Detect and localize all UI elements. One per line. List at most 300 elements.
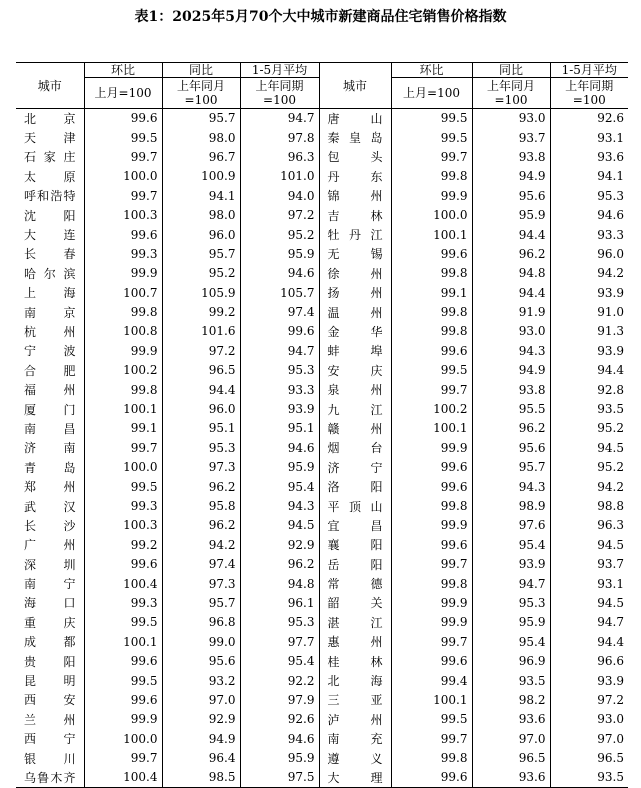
cell-avg-left: 94.3	[240, 496, 319, 515]
cell-yoy-right: 97.6	[472, 516, 550, 535]
table-row	[16, 283, 628, 302]
cell-mom-left: 99.8	[84, 380, 162, 399]
cell-mom-left: 99.3	[84, 244, 162, 263]
cell-avg-right: 93.6	[550, 147, 628, 166]
cell-mom-right: 99.9	[391, 516, 472, 535]
cell-avg-left: 94.6	[240, 264, 319, 283]
cell-yoy-left: 105.9	[162, 283, 240, 302]
cell-city-left: 银 川	[24, 751, 76, 766]
cell-avg-right: 94.5	[550, 438, 628, 457]
cell-yoy-right: 94.7	[472, 574, 550, 593]
cell-avg-right: 92.6	[550, 109, 628, 128]
table-row	[16, 768, 628, 787]
header-yoy-base-left: 上年同月=100	[162, 78, 240, 109]
cell-mom-right: 99.9	[391, 593, 472, 612]
cell-avg-right: 93.9	[550, 283, 628, 302]
cell-mom-right: 99.5	[391, 710, 472, 729]
cell-yoy-right: 93.7	[472, 128, 550, 147]
cell-city-left: 深 圳	[24, 557, 76, 572]
cell-city-left: 兰 州	[24, 712, 76, 727]
cell-yoy-right: 97.0	[472, 729, 550, 748]
cell-avg-right: 94.2	[550, 477, 628, 496]
cell-yoy-right: 95.4	[472, 632, 550, 651]
cell-avg-left: 95.9	[240, 748, 319, 767]
cell-mom-left: 99.2	[84, 535, 162, 554]
cell-mom-right: 99.9	[391, 613, 472, 632]
cell-city-right: 襄 阳	[319, 535, 391, 554]
cell-avg-right: 96.5	[550, 748, 628, 767]
cell-yoy-left: 98.0	[162, 205, 240, 224]
table-row	[16, 613, 628, 632]
cell-city-right: 泸 州	[319, 710, 391, 729]
cell-mom-left: 100.1	[84, 399, 162, 418]
table-row	[16, 710, 628, 729]
cell-city-right: 宜 昌	[319, 516, 391, 535]
cell-avg-left: 97.4	[240, 302, 319, 321]
table-row	[16, 632, 628, 651]
cell-city-left: 上 海	[24, 286, 76, 301]
cell-yoy-left: 94.1	[162, 186, 240, 205]
cell-avg-right: 96.3	[550, 516, 628, 535]
cell-city-left: 长 春	[24, 247, 76, 262]
cell-mom-left: 99.3	[84, 593, 162, 612]
cell-avg-right: 91.3	[550, 322, 628, 341]
price-index-table	[16, 62, 628, 788]
cell-city-left: 呼和浩特	[24, 189, 76, 204]
cell-mom-left: 100.0	[84, 458, 162, 477]
table-row	[16, 109, 628, 128]
cell-avg-left: 99.6	[240, 322, 319, 341]
cell-mom-right: 99.8	[391, 167, 472, 186]
header-city-right: 城市	[319, 63, 391, 109]
cell-mom-right: 100.1	[391, 225, 472, 244]
cell-city-right: 烟 台	[319, 438, 391, 457]
cell-yoy-left: 95.7	[162, 244, 240, 263]
cell-city-right: 大 理	[319, 768, 391, 787]
cell-city-left: 成 都	[24, 635, 76, 650]
header-city-left: 城市	[16, 63, 84, 109]
cell-yoy-right: 94.4	[472, 225, 550, 244]
cell-yoy-right: 96.5	[472, 748, 550, 767]
cell-avg-left: 97.9	[240, 690, 319, 709]
cell-avg-right: 94.1	[550, 167, 628, 186]
table-row	[16, 167, 628, 186]
table-row	[16, 302, 628, 321]
cell-mom-left: 100.8	[84, 322, 162, 341]
cell-city-right: 常 德	[319, 574, 391, 593]
cell-yoy-left: 98.5	[162, 768, 240, 787]
cell-mom-left: 99.1	[84, 419, 162, 438]
cell-city-right: 泉 州	[319, 380, 391, 399]
cell-city-left: 西 安	[24, 693, 76, 708]
cell-mom-left: 99.8	[84, 302, 162, 321]
cell-avg-left: 97.7	[240, 632, 319, 651]
table-row	[16, 147, 628, 166]
cell-avg-right: 95.2	[550, 419, 628, 438]
table-row	[16, 535, 628, 554]
cell-avg-left: 96.3	[240, 147, 319, 166]
cell-city-left: 昆 明	[24, 674, 76, 689]
cell-mom-right: 99.6	[391, 651, 472, 670]
cell-avg-left: 95.4	[240, 477, 319, 496]
cell-yoy-left: 97.2	[162, 341, 240, 360]
cell-avg-right: 94.6	[550, 205, 628, 224]
cell-mom-right: 99.7	[391, 147, 472, 166]
table-row	[16, 554, 628, 573]
header-yoy-left: 同比	[162, 63, 240, 78]
cell-avg-right: 94.5	[550, 593, 628, 612]
cell-city-left: 重 庆	[24, 615, 76, 630]
cell-avg-right: 98.8	[550, 496, 628, 515]
cell-avg-right: 96.6	[550, 651, 628, 670]
cell-city-left: 石家庄	[24, 150, 76, 165]
cell-city-right: 秦皇岛	[319, 128, 391, 147]
cell-yoy-right: 94.4	[472, 283, 550, 302]
cell-avg-left: 94.5	[240, 516, 319, 535]
cell-avg-left: 93.3	[240, 380, 319, 399]
cell-yoy-right: 96.2	[472, 419, 550, 438]
cell-avg-right: 94.4	[550, 361, 628, 380]
header-yoy-right: 同比	[472, 63, 550, 78]
cell-avg-left: 95.9	[240, 458, 319, 477]
table-row	[16, 341, 628, 360]
cell-city-right: 北 海	[319, 671, 391, 690]
cell-city-left: 乌鲁木齐	[16, 768, 84, 787]
cell-avg-right: 92.8	[550, 380, 628, 399]
cell-mom-right: 99.7	[391, 380, 472, 399]
cell-avg-right: 95.2	[550, 458, 628, 477]
cell-city-right: 蚌 埠	[319, 341, 391, 360]
table-row	[16, 729, 628, 748]
cell-mom-left: 100.0	[84, 729, 162, 748]
cell-yoy-right: 94.3	[472, 477, 550, 496]
cell-mom-left: 99.5	[84, 477, 162, 496]
cell-city-right: 牡丹江	[319, 225, 391, 244]
table-row	[16, 244, 628, 263]
cell-avg-left: 94.7	[240, 109, 319, 128]
cell-avg-left: 97.2	[240, 205, 319, 224]
cell-mom-right: 99.8	[391, 748, 472, 767]
table-row	[16, 399, 628, 418]
cell-avg-left: 94.8	[240, 574, 319, 593]
cell-avg-right: 93.0	[550, 710, 628, 729]
cell-mom-left: 100.7	[84, 283, 162, 302]
cell-city-right: 韶 关	[319, 593, 391, 612]
cell-yoy-right: 95.9	[472, 205, 550, 224]
cell-mom-right: 99.8	[391, 322, 472, 341]
cell-yoy-right: 98.9	[472, 496, 550, 515]
header-mom-left: 环比	[84, 63, 162, 78]
header-avg-base-right: 上年同期=100	[550, 78, 628, 109]
header-mom-base-right: 上月=100	[391, 78, 472, 109]
cell-mom-right: 99.7	[391, 729, 472, 748]
table-row	[16, 671, 628, 690]
table-row	[16, 593, 628, 612]
cell-city-left: 厦 门	[24, 402, 76, 417]
cell-mom-right: 100.2	[391, 399, 472, 418]
cell-yoy-right: 96.2	[472, 244, 550, 263]
cell-avg-right: 94.2	[550, 264, 628, 283]
table-row	[16, 516, 628, 535]
cell-yoy-left: 95.6	[162, 651, 240, 670]
cell-mom-left: 99.9	[84, 341, 162, 360]
cell-avg-right: 94.7	[550, 613, 628, 632]
cell-mom-left: 100.2	[84, 361, 162, 380]
cell-avg-right: 97.2	[550, 690, 628, 709]
cell-city-left: 海 口	[24, 596, 76, 611]
cell-avg-right: 93.1	[550, 574, 628, 593]
cell-yoy-left: 98.0	[162, 128, 240, 147]
cell-city-right: 湛 江	[319, 613, 391, 632]
cell-avg-left: 97.8	[240, 128, 319, 147]
cell-yoy-right: 93.8	[472, 147, 550, 166]
cell-avg-left: 93.9	[240, 399, 319, 418]
cell-yoy-right: 93.0	[472, 109, 550, 128]
cell-avg-left: 94.6	[240, 438, 319, 457]
cell-city-right: 丹 东	[319, 167, 391, 186]
cell-mom-right: 99.7	[391, 554, 472, 573]
cell-mom-right: 99.5	[391, 109, 472, 128]
cell-avg-right: 93.9	[550, 671, 628, 690]
cell-mom-right: 99.6	[391, 477, 472, 496]
table-row	[16, 205, 628, 224]
cell-mom-left: 99.6	[84, 651, 162, 670]
header-yoy-base-right: 上年同月=100	[472, 78, 550, 109]
cell-yoy-right: 93.6	[472, 710, 550, 729]
cell-city-right: 平顶山	[319, 496, 391, 515]
cell-mom-right: 99.4	[391, 671, 472, 690]
cell-avg-right: 93.1	[550, 128, 628, 147]
cell-yoy-right: 95.5	[472, 399, 550, 418]
cell-yoy-left: 96.7	[162, 147, 240, 166]
cell-yoy-right: 96.9	[472, 651, 550, 670]
cell-mom-left: 99.7	[84, 147, 162, 166]
cell-yoy-right: 94.3	[472, 341, 550, 360]
cell-avg-left: 95.4	[240, 651, 319, 670]
cell-avg-left: 94.6	[240, 729, 319, 748]
cell-city-right: 吉 林	[319, 205, 391, 224]
cell-city-right: 温 州	[319, 302, 391, 321]
cell-avg-left: 105.7	[240, 283, 319, 302]
cell-yoy-left: 96.2	[162, 516, 240, 535]
cell-yoy-left: 97.4	[162, 554, 240, 573]
cell-avg-right: 93.5	[550, 399, 628, 418]
header-avg-right: 1-5月平均	[550, 63, 628, 78]
cell-city-right: 安 庆	[319, 361, 391, 380]
cell-mom-right: 100.0	[391, 205, 472, 224]
cell-mom-right: 100.1	[391, 419, 472, 438]
cell-yoy-left: 94.9	[162, 729, 240, 748]
cell-yoy-left: 96.2	[162, 477, 240, 496]
cell-city-right: 三 亚	[319, 690, 391, 709]
cell-city-right: 唐 山	[319, 109, 391, 128]
header-avg-left: 1-5月平均	[240, 63, 319, 78]
cell-city-left: 大 连	[24, 228, 76, 243]
cell-mom-left: 99.9	[84, 264, 162, 283]
cell-city-right: 桂 林	[319, 651, 391, 670]
cell-mom-right: 99.5	[391, 128, 472, 147]
cell-city-right: 包 头	[319, 147, 391, 166]
cell-avg-left: 92.6	[240, 710, 319, 729]
cell-yoy-left: 97.3	[162, 458, 240, 477]
cell-mom-right: 99.8	[391, 496, 472, 515]
cell-avg-left: 92.9	[240, 535, 319, 554]
cell-avg-right: 94.5	[550, 535, 628, 554]
cell-yoy-left: 95.3	[162, 438, 240, 457]
cell-city-left: 贵 阳	[24, 654, 76, 669]
cell-city-right: 锦 州	[319, 186, 391, 205]
cell-avg-right: 93.7	[550, 554, 628, 573]
cell-city-left: 宁 波	[24, 344, 76, 359]
cell-mom-left: 99.6	[84, 109, 162, 128]
table-row	[16, 225, 628, 244]
cell-city-left: 天 津	[24, 131, 76, 146]
cell-mom-left: 99.5	[84, 671, 162, 690]
cell-mom-left: 99.6	[84, 690, 162, 709]
cell-mom-right: 99.6	[391, 535, 472, 554]
cell-city-left: 沈 阳	[24, 208, 76, 223]
cell-city-left: 南 宁	[24, 577, 76, 592]
cell-mom-left: 99.5	[84, 128, 162, 147]
header-mom-base-left: 上月=100	[84, 78, 162, 109]
cell-city-left: 济 南	[24, 441, 76, 456]
cell-city-right: 九 江	[319, 399, 391, 418]
cell-city-left: 南 昌	[24, 421, 76, 436]
cell-yoy-right: 95.6	[472, 438, 550, 457]
cell-yoy-right: 95.6	[472, 186, 550, 205]
table-row	[16, 264, 628, 283]
cell-avg-right: 97.0	[550, 729, 628, 748]
cell-mom-left: 100.4	[84, 768, 162, 787]
header-avg-base-left: 上年同期=100	[240, 78, 319, 109]
cell-avg-right: 93.3	[550, 225, 628, 244]
table-row	[16, 361, 628, 380]
cell-avg-right: 93.9	[550, 341, 628, 360]
cell-avg-left: 96.1	[240, 593, 319, 612]
cell-yoy-left: 96.0	[162, 399, 240, 418]
cell-avg-right: 91.0	[550, 302, 628, 321]
cell-yoy-left: 95.8	[162, 496, 240, 515]
cell-yoy-right: 94.9	[472, 361, 550, 380]
cell-mom-left: 100.1	[84, 632, 162, 651]
cell-yoy-right: 93.6	[472, 768, 550, 787]
table-row	[16, 458, 628, 477]
cell-mom-right: 99.6	[391, 458, 472, 477]
cell-city-left: 太 原	[24, 169, 76, 184]
cell-mom-left: 99.3	[84, 496, 162, 515]
cell-yoy-left: 95.7	[162, 109, 240, 128]
cell-city-left: 青 岛	[24, 460, 76, 475]
cell-mom-right: 99.8	[391, 302, 472, 321]
cell-yoy-right: 93.5	[472, 671, 550, 690]
cell-yoy-left: 96.0	[162, 225, 240, 244]
cell-avg-left: 94.7	[240, 341, 319, 360]
cell-mom-left: 100.4	[84, 574, 162, 593]
cell-yoy-left: 100.9	[162, 167, 240, 186]
cell-yoy-right: 98.2	[472, 690, 550, 709]
cell-city-left: 武 汉	[24, 499, 76, 514]
cell-mom-left: 99.9	[84, 710, 162, 729]
cell-avg-right: 93.5	[550, 768, 628, 787]
cell-yoy-right: 95.3	[472, 593, 550, 612]
cell-yoy-right: 95.4	[472, 535, 550, 554]
cell-city-right: 南 充	[319, 729, 391, 748]
cell-yoy-left: 101.6	[162, 322, 240, 341]
table-row	[16, 380, 628, 399]
cell-mom-left: 99.7	[84, 438, 162, 457]
cell-city-left: 南 京	[24, 305, 76, 320]
cell-city-left: 杭 州	[24, 324, 76, 339]
cell-avg-left: 95.1	[240, 419, 319, 438]
cell-yoy-left: 95.2	[162, 264, 240, 283]
cell-mom-left: 99.5	[84, 613, 162, 632]
cell-yoy-right: 94.8	[472, 264, 550, 283]
cell-mom-left: 99.7	[84, 748, 162, 767]
cell-yoy-right: 95.7	[472, 458, 550, 477]
cell-yoy-right: 95.9	[472, 613, 550, 632]
cell-city-left: 北 京	[24, 111, 76, 126]
cell-city-right: 扬 州	[319, 283, 391, 302]
table-row	[16, 322, 628, 341]
cell-mom-right: 99.7	[391, 632, 472, 651]
table-row	[16, 496, 628, 515]
cell-city-left: 合 肥	[24, 363, 76, 378]
cell-mom-right: 99.6	[391, 244, 472, 263]
cell-mom-left: 99.6	[84, 554, 162, 573]
cell-city-right: 惠 州	[319, 632, 391, 651]
cell-mom-left: 100.3	[84, 516, 162, 535]
cell-mom-left: 100.3	[84, 205, 162, 224]
cell-city-left: 郑 州	[24, 480, 76, 495]
cell-avg-left: 96.2	[240, 554, 319, 573]
cell-avg-left: 101.0	[240, 167, 319, 186]
cell-yoy-right: 93.8	[472, 380, 550, 399]
cell-yoy-left: 96.4	[162, 748, 240, 767]
cell-yoy-left: 97.0	[162, 690, 240, 709]
cell-avg-right: 96.0	[550, 244, 628, 263]
table-row	[16, 748, 628, 767]
cell-avg-left: 92.2	[240, 671, 319, 690]
cell-city-left: 哈尔滨	[24, 266, 76, 281]
table-row	[16, 574, 628, 593]
cell-mom-right: 99.9	[391, 186, 472, 205]
cell-city-right: 金 华	[319, 322, 391, 341]
cell-yoy-left: 95.1	[162, 419, 240, 438]
cell-yoy-left: 96.5	[162, 361, 240, 380]
cell-city-right: 济 宁	[319, 458, 391, 477]
cell-mom-right: 99.6	[391, 341, 472, 360]
cell-mom-right: 99.6	[391, 768, 472, 787]
cell-yoy-left: 99.2	[162, 302, 240, 321]
cell-city-right: 岳 阳	[319, 554, 391, 573]
cell-yoy-left: 92.9	[162, 710, 240, 729]
cell-mom-left: 99.7	[84, 186, 162, 205]
cell-mom-left: 100.0	[84, 167, 162, 186]
cell-mom-right: 99.5	[391, 361, 472, 380]
table-row	[16, 186, 628, 205]
cell-city-right: 无 锡	[319, 244, 391, 263]
table-row	[16, 438, 628, 457]
table-body	[16, 109, 628, 788]
cell-yoy-right: 94.9	[472, 167, 550, 186]
cell-yoy-right: 91.9	[472, 302, 550, 321]
cell-city-right: 赣 州	[319, 419, 391, 438]
table-title: 表1：2025年5月70个大中城市新建商品住宅销售价格指数	[134, 9, 507, 25]
cell-city-left: 长 沙	[24, 518, 76, 533]
cell-avg-left: 97.5	[240, 768, 319, 787]
cell-avg-left: 94.0	[240, 186, 319, 205]
cell-yoy-left: 95.7	[162, 593, 240, 612]
